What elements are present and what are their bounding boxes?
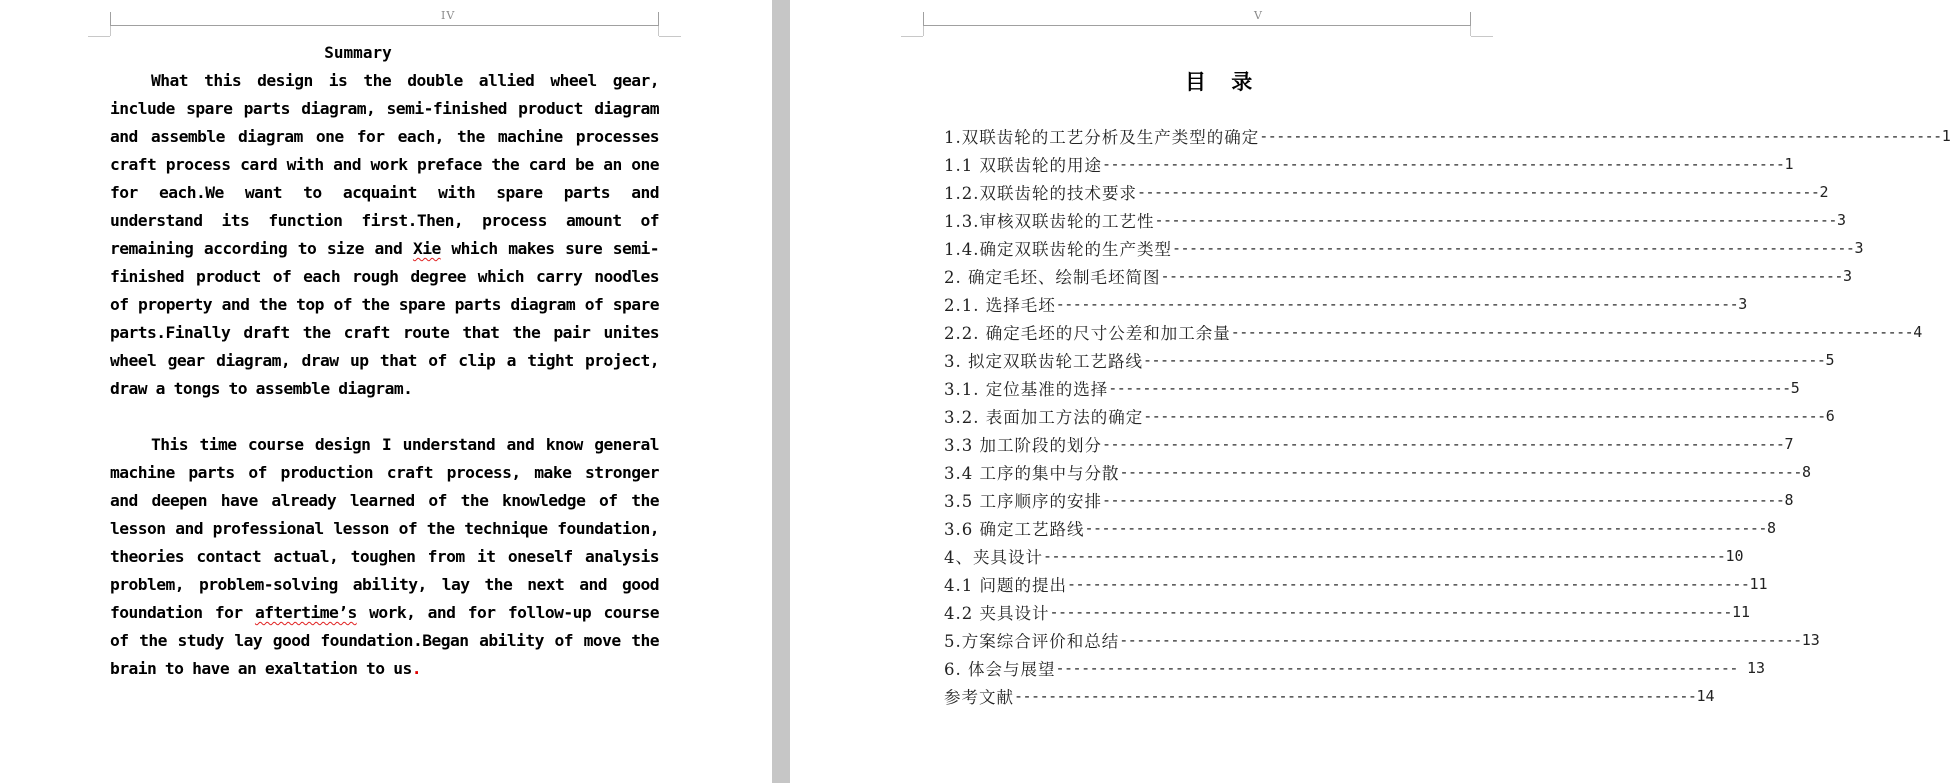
toc-entry[interactable] — [944, 542, 1744, 570]
spellcheck-flagged-word[interactable]: Xie — [412, 239, 441, 258]
toc-entry-label: 1.4.确定双联齿轮的生产类型 — [944, 240, 1172, 259]
toc-entry-page: 13 — [1737, 659, 1766, 677]
toc-entry-page: 3 — [1854, 239, 1864, 257]
toc-entry-label: 参考文献 — [944, 688, 1014, 707]
toc-entry-label: 2. 确定毛坯、绘制毛坯简图 — [944, 268, 1161, 287]
toc-leader: -------------------------------------------------------------------------------- — [1119, 631, 1802, 649]
toc-entry[interactable] — [944, 514, 1776, 542]
toc-leader: -------------------------------------------------------------------------------- — [1119, 463, 1802, 481]
toc-leader: -------------------------------------------------------------------------------- — [1160, 267, 1843, 285]
toc-entry[interactable] — [944, 654, 1766, 682]
toc-entry-label: 3.5 工序顺序的安排 — [944, 492, 1102, 511]
margin-corner-mark — [901, 36, 923, 37]
paragraph-text: which makes sure semi-finished product of each rough degree which carry noodles of property and the top of the spare parts diagram of spare parts.Finally draft the craft route that the pair unites wheel gear diagram, draw up that of clip a tight project, draw a tongs to assemble diagram. — [110, 239, 659, 398]
toc-entry-page: 1 — [1941, 127, 1951, 145]
summary-title: Summary — [324, 43, 392, 62]
toc-entry-label: 1.1 双联齿轮的用途 — [944, 156, 1102, 175]
spellcheck-flagged-word[interactable]: aftertime’s — [254, 603, 357, 622]
toc-leader: -------------------------------------------------------------------------------- — [1084, 519, 1767, 537]
table-of-contents — [944, 122, 1951, 710]
toc-leader: -------------------------------------------------------------------------------- — [1259, 127, 1942, 145]
toc-entry-page: 3 — [1738, 295, 1748, 313]
toc-entry-label: 1.3.审核双联齿轮的工艺性 — [944, 212, 1155, 231]
toc-entry-page: 10 — [1725, 547, 1744, 565]
toc-entry-label: 2.1. 选择毛坯 — [944, 296, 1056, 315]
toc-leader: -------------------------------------------------------------------------------- — [1102, 491, 1785, 509]
toc-leader: -------------------------------------------------------------------------------- — [1143, 407, 1826, 425]
toc-entry[interactable] — [944, 290, 1748, 318]
toc-entry-page: 11 — [1749, 575, 1768, 593]
paragraph-text: This time course design I understand and know general machine parts of production craft process, make stronger and deepen have already learned of the knowledge of the lesson and professional lesson of the technique foundation, theories contact actual, toughen from it oneself analysis problem, problem-solving ability, lay the next and good foundation for — [110, 435, 659, 622]
toc-entry[interactable] — [944, 318, 1923, 346]
toc-leader: -------------------------------------------------------------------------------- — [1055, 659, 1738, 677]
toc-entry-page: 4 — [1913, 323, 1923, 341]
toc-leader: -------------------------------------------------------------------------------- — [1137, 183, 1820, 201]
header-tick — [1470, 12, 1471, 25]
toc-entry-page: 5 — [1825, 351, 1835, 369]
toc-entry-page: 3 — [1842, 267, 1852, 285]
margin-corner-mark — [923, 26, 924, 36]
margin-corner-mark — [88, 36, 110, 37]
toc-entry-label: 3.6 确定工艺路线 — [944, 520, 1085, 539]
toc-entry-page: 6 — [1825, 407, 1835, 425]
toc-entry-label: 4.2 夹具设计 — [944, 604, 1050, 623]
toc-entry-label: 3.3 加工阶段的划分 — [944, 436, 1102, 455]
toc-entry-page: 13 — [1801, 631, 1820, 649]
toc-entry-label: 1.2.双联齿轮的技术要求 — [944, 184, 1137, 203]
toc-entry[interactable] — [944, 262, 1852, 290]
header-line-left — [110, 25, 659, 26]
header-tick — [923, 12, 924, 25]
toc-leader: -------------------------------------------------------------------------------- — [1055, 295, 1739, 313]
toc-entry[interactable] — [944, 626, 1820, 654]
margin-corner-mark — [1470, 26, 1471, 36]
toc-entry[interactable] — [944, 374, 1800, 402]
toc-leader: -------------------------------------------------------------------------------- — [1043, 547, 1726, 565]
toc-entry-label: 6. 体会与展望 — [944, 660, 1056, 679]
toc-entry[interactable] — [944, 234, 1864, 262]
header-line-right — [923, 25, 1471, 26]
toc-leader: -------------------------------------------------------------------------------- — [1108, 379, 1791, 397]
header-tick — [658, 12, 659, 25]
toc-entry-label: 4.1 问题的提出 — [944, 576, 1067, 595]
toc-entry-label: 3. 拟定双联齿轮工艺路线 — [944, 352, 1143, 371]
toc-entry-page: 3 — [1836, 211, 1846, 229]
margin-corner-mark — [110, 26, 111, 36]
toc-entry[interactable] — [944, 430, 1794, 458]
toc-entry-label: 3.2. 表面加工方法的确定 — [944, 408, 1144, 427]
toc-entry-label: 4、夹具设计 — [944, 548, 1043, 567]
toc-leader: -------------------------------------------------------------------------------- — [1143, 351, 1826, 369]
toc-entry-page: 8 — [1801, 463, 1811, 481]
toc-leader: -------------------------------------------------------------------------------- — [1154, 211, 1837, 229]
toc-leader: -------------------------------------------------------------------------------- — [1049, 603, 1732, 621]
header-tick — [110, 12, 111, 25]
toc-entry[interactable] — [944, 598, 1751, 626]
toc-entry-page: 14 — [1696, 687, 1715, 705]
toc-entry-page: 8 — [1766, 519, 1776, 537]
toc-entry-label: 5.方案综合评价和总结 — [944, 632, 1120, 651]
toc-entry-page: 8 — [1784, 491, 1794, 509]
toc-entry[interactable] — [944, 486, 1794, 514]
margin-corner-mark — [1471, 36, 1493, 37]
toc-entry[interactable] — [944, 122, 1951, 150]
toc-entry-page: 2 — [1819, 183, 1829, 201]
toc-entry-label: 1.双联齿轮的工艺分析及生产类型的确定 — [944, 128, 1260, 147]
header-page-number: V — [1254, 9, 1263, 22]
toc-entry[interactable] — [944, 150, 1794, 178]
toc-entry[interactable] — [944, 458, 1811, 486]
paragraph-text: work, and for follow-up course of the study lay good foundation.Began ability of move the brain to have an exaltation to us — [110, 603, 659, 678]
margin-corner-mark — [658, 26, 659, 36]
toc-entry[interactable] — [944, 682, 1715, 710]
toc-leader: -------------------------------------------------------------------------------- — [1230, 323, 1914, 341]
paragraph-end-mark: . — [411, 659, 421, 678]
toc-leader: -------------------------------------------------------------------------------- — [1172, 239, 1855, 257]
toc-leader: -------------------------------------------------------------------------------- — [1067, 575, 1750, 593]
summary-paragraph-1[interactable] — [110, 67, 659, 403]
header-page-number: IV — [441, 9, 456, 22]
toc-entry[interactable] — [944, 206, 1846, 234]
toc-entry-label: 2.2. 确定毛坯的尺寸公差和加工余量 — [944, 324, 1231, 343]
toc-entry[interactable] — [944, 570, 1768, 598]
margin-corner-mark — [659, 36, 681, 37]
toc-entry-page: 7 — [1784, 435, 1794, 453]
toc-leader: -------------------------------------------------------------------------------- — [1102, 155, 1785, 173]
toc-entry[interactable] — [944, 178, 1829, 206]
toc-entry[interactable] — [944, 346, 1835, 374]
toc-leader: -------------------------------------------------------------------------------- — [1102, 435, 1785, 453]
toc-entry-page: 5 — [1790, 379, 1800, 397]
toc-title: 目 录 — [1185, 69, 1262, 94]
paragraph-text: What this design is the double allied wheel gear, include spare parts diagram, semi-finished product diagram and assemble diagram one for each, the machine processes craft process card with and work preface the card be an one for each.We want to acquaint with spare parts and understand its function first.Then, process amount of remaining according to size and — [110, 71, 659, 258]
summary-paragraph-2[interactable] — [110, 431, 659, 683]
toc-entry-page: 11 — [1731, 603, 1751, 621]
toc-entry[interactable] — [944, 402, 1835, 430]
toc-entry-label: 3.1. 定位基准的选择 — [944, 380, 1109, 399]
toc-entry-label: 3.4 工序的集中与分散 — [944, 464, 1120, 483]
toc-entry-page: 1 — [1784, 155, 1794, 173]
toc-leader: -------------------------------------------------------------------------------- — [1014, 687, 1697, 705]
page-gutter — [772, 0, 790, 783]
